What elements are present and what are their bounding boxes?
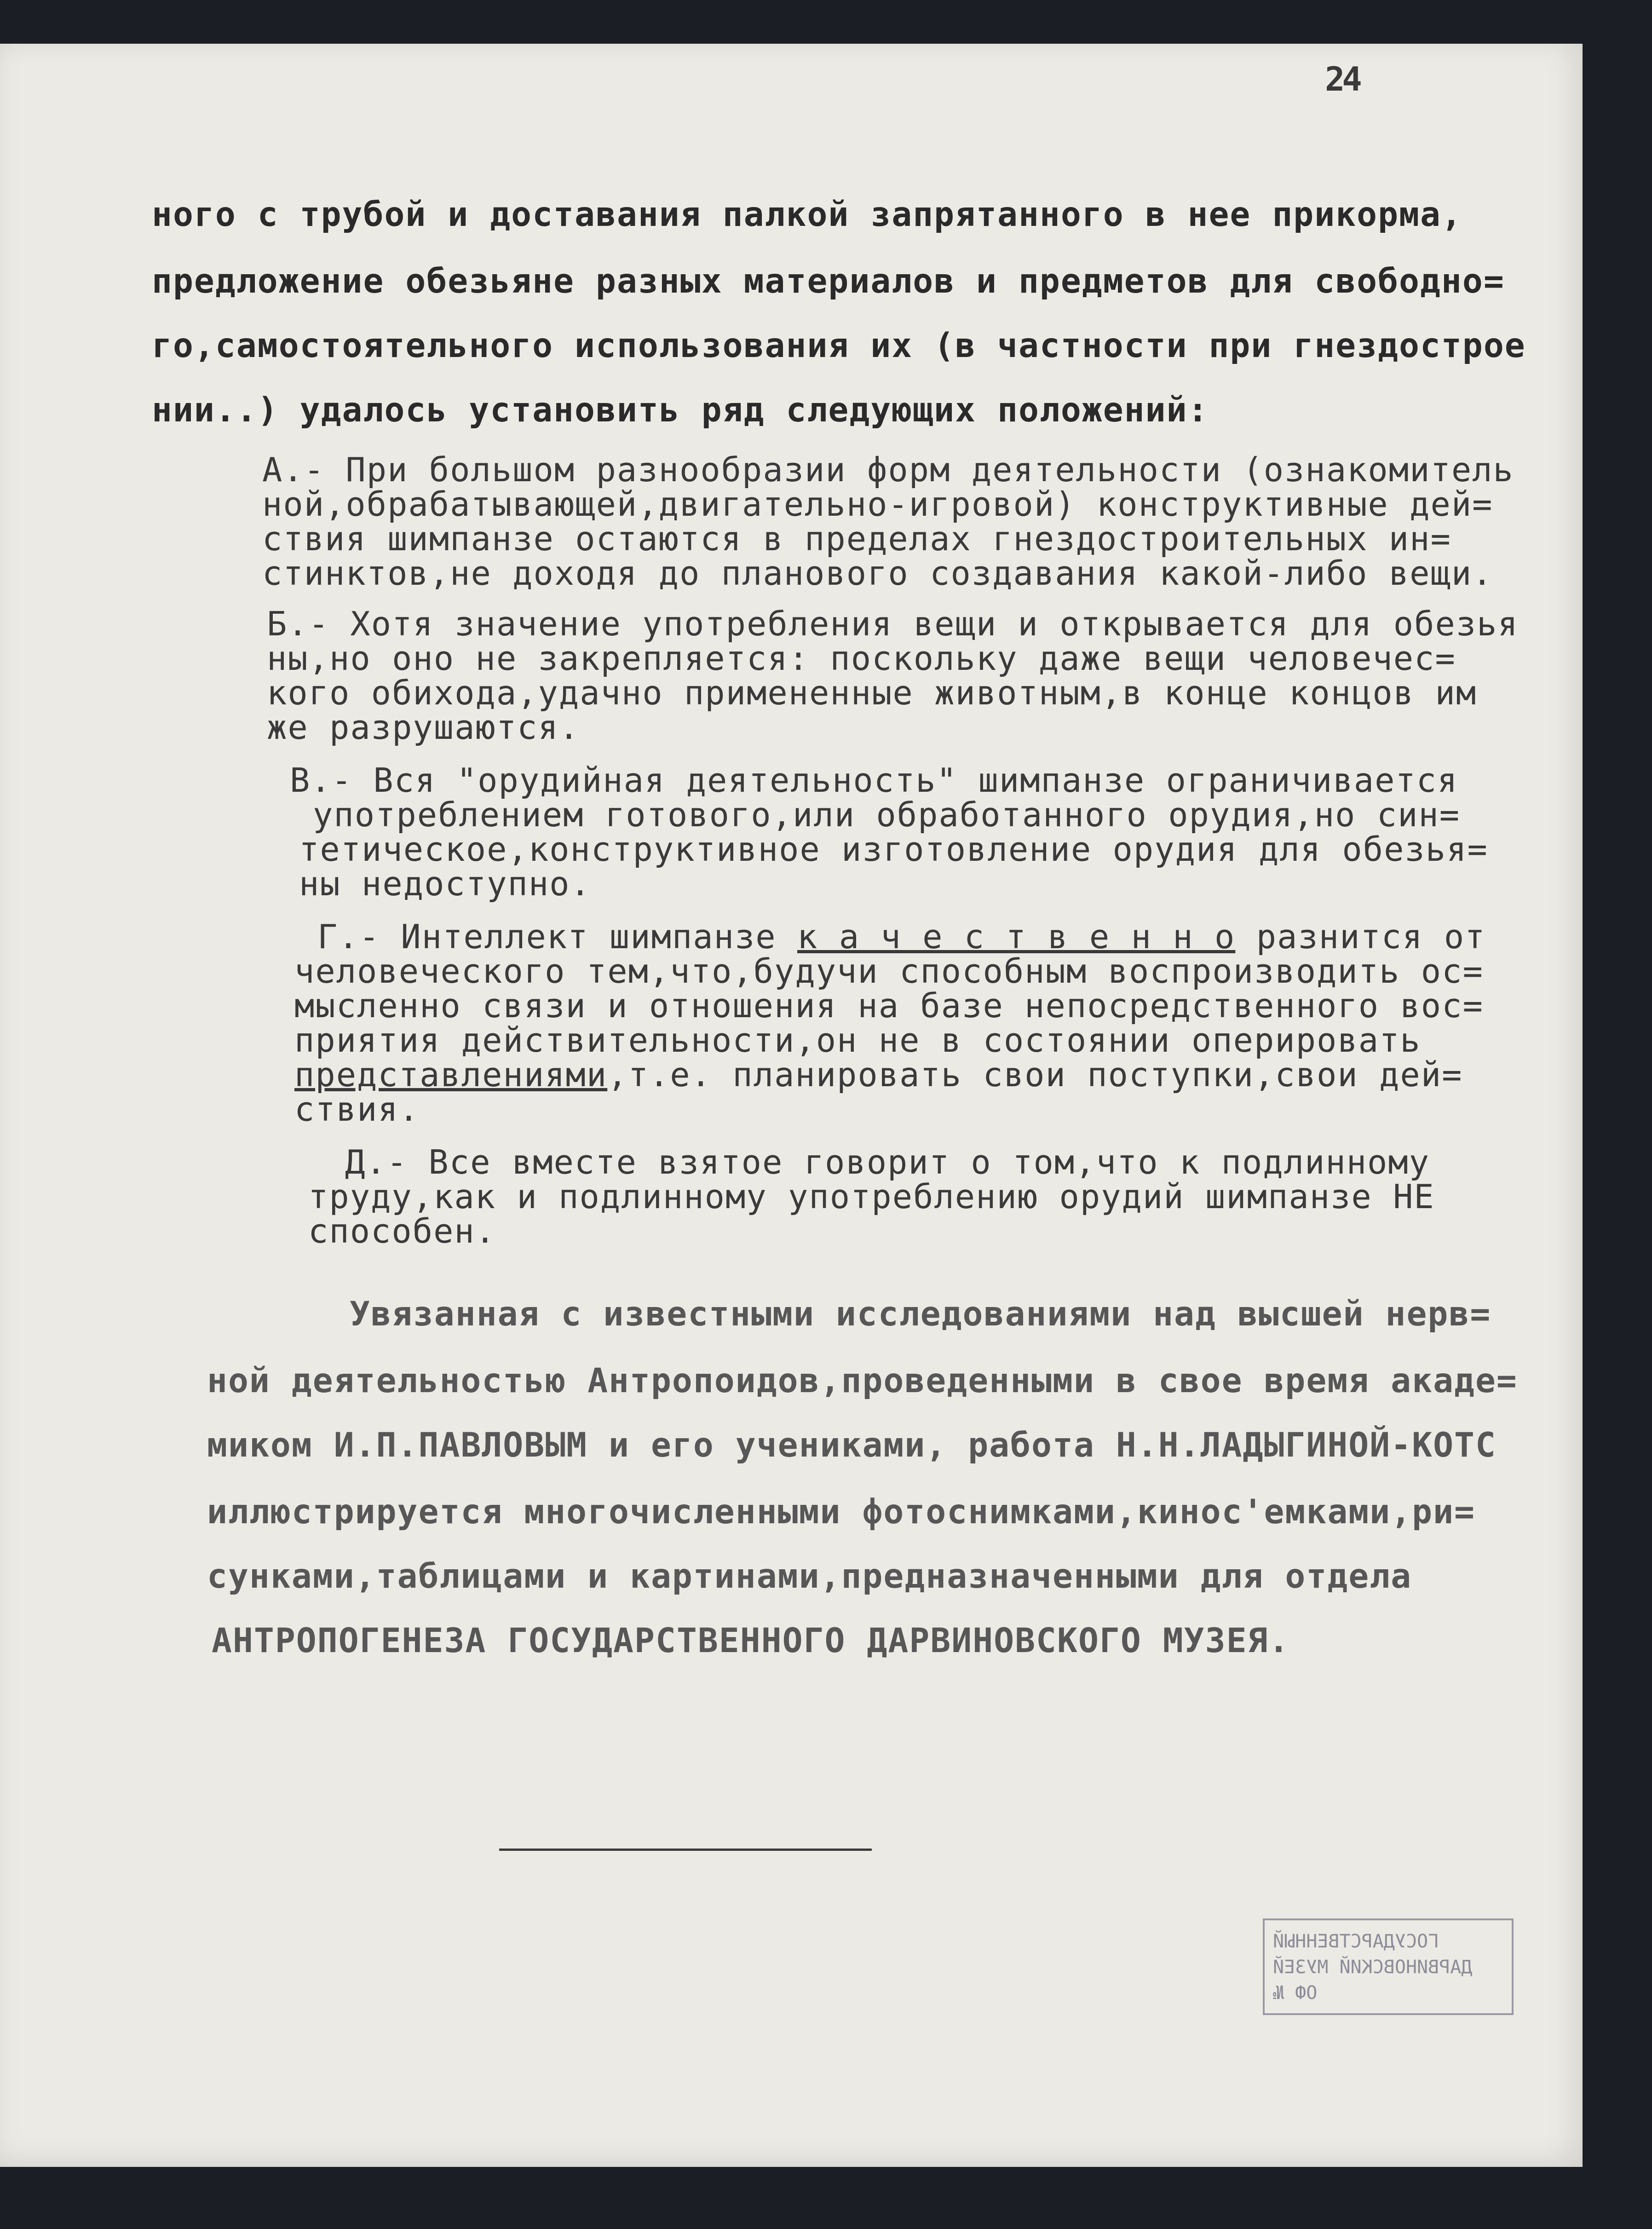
line-rest: ,т.е. планировать свои поступки,свои дей=	[607, 1055, 1463, 1094]
text-line: стинктов,не доходя до планового создавания какой-либо вещи.	[262, 554, 1493, 593]
text-line: ны недоступно.	[299, 864, 591, 903]
text-line: иллюстрируется многочисленными фотоснимками,кинос'емками,ри=	[207, 1492, 1475, 1532]
text-line: В.- Вся "орудийная деятельность" шимпанзе ограничивается	[290, 761, 1458, 800]
text-line: употреблением готового,или обработанного орудия,но син=	[313, 795, 1461, 834]
text-line: труду,как и подлинному употреблению орудий шимпанзе НЕ	[308, 1177, 1435, 1216]
text-line: миком И.П.ПАВЛОВЫМ и его учениками, работа Н.Н.ЛАДЫГИНОЙ-КОТС	[207, 1426, 1497, 1465]
text-line: Б.- Хотя значение употребления вещи и открывается для обезья	[267, 605, 1519, 643]
stamp-line: ОФ №	[1273, 1982, 1318, 2004]
emphasized-word: к а ч е с т в е н н о	[797, 917, 1236, 956]
underlined-word: представлениями	[294, 1055, 608, 1094]
stamp-line: ГОСУДАРСТВЕННЫЙ	[1273, 1931, 1439, 1952]
text-line: человеческого тем,что,будучи способным воспроизводить ос=	[294, 952, 1484, 991]
text-line: нии..) удалось установить ряд следующих положений:	[152, 391, 1209, 430]
page-number: 24	[1325, 60, 1359, 98]
text-line: сунками,таблицами и картинами,предназначенными для отдела	[207, 1557, 1412, 1596]
item-lead: Г.- Интеллект шимпанзе	[317, 917, 777, 956]
text-line: ной,обрабатывающей,двигательно-игровой) конструктивные дей=	[262, 485, 1493, 524]
stamp-line: ДАРВИНОВСКИЙ МУЗЕЙ	[1273, 1957, 1473, 1978]
archive-stamp	[1263, 1918, 1514, 2015]
text-line: ной деятельностью Антропоидов,проведенными в свое время акаде=	[207, 1361, 1518, 1400]
end-rule	[499, 1849, 872, 1851]
text-line: же разрушаются.	[267, 708, 580, 747]
text-line: ного с трубой и доставания палкой запрятанного в нее прикорма,	[152, 195, 1462, 234]
text-line: А.- При большом разнообразии форм деятельности (ознакомитель	[262, 450, 1514, 489]
text-line: тетическое,конструктивное изготовление орудия для обезья=	[299, 830, 1488, 869]
text-line: кого обихода,удачно примененные животным,в конце концов им	[267, 674, 1477, 712]
text-line: Д.- Все вместе взятое говорит о том,что к подлинному	[345, 1143, 1430, 1181]
text-line: ствия шимпанзе остаются в пределах гнездостроительных ин=	[262, 519, 1451, 558]
text-line: го,самостоятельного использования их (в частности при гнездострое	[152, 326, 1526, 365]
text-line: АНТРОПОГЕНЕЗА ГОСУДАРСТВЕННОГО ДАРВИНОВСКОГО МУЗЕЯ.	[212, 1621, 1290, 1660]
text-line: предложение обезьяне разных материалов и предметов для свободно=	[152, 262, 1505, 301]
text-line: приятия действительности,он не в состоянии оперировать	[294, 1021, 1421, 1060]
text-line: ствия.	[294, 1090, 420, 1129]
text-line: Увязанная с известными исследованиями над высшей нерв=	[350, 1295, 1491, 1334]
text-line	[317, 917, 1486, 956]
text-line: мысленно связи и отношения на базе непосредственного вос=	[294, 986, 1484, 1025]
text-line: ны,но оно не закрепляется: поскольку даже вещи человечес=	[267, 639, 1456, 678]
text-line	[294, 1055, 1463, 1094]
text-line: способен.	[308, 1212, 496, 1250]
item-lead-tail: разнится от	[1256, 917, 1486, 956]
